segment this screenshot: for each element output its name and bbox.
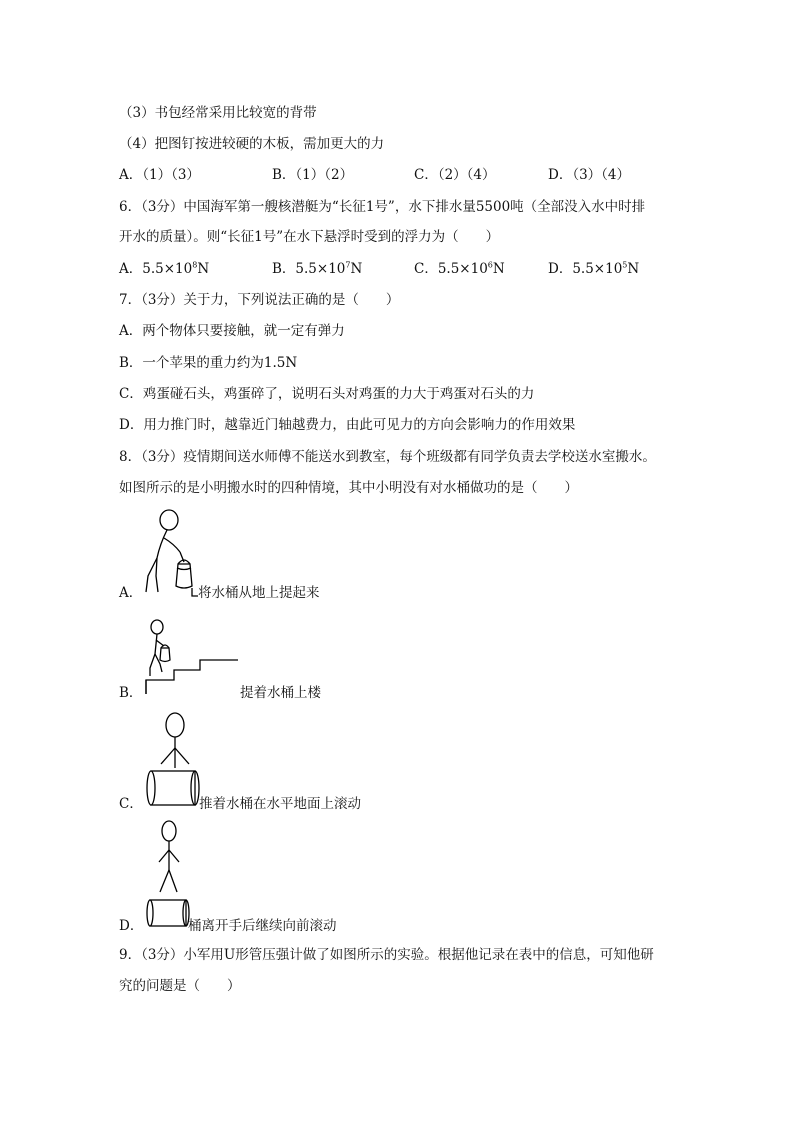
q6-option-b: B．$5.5\times 10^7N$	[272, 260, 363, 277]
q6-stem-line1: 6．（3分）中国海军第一艘核潜艇为“长征1号”，水下排水量5500吨（全部没入水中时排	[119, 199, 646, 215]
q9-stem-line2: 究的问题是（ ）	[119, 978, 241, 994]
figure-bucket-rolling-away	[143, 818, 191, 930]
q6-option-a: A．$5.5\times 10^8N$	[119, 260, 210, 277]
q9-stem-line1: 9．（3分）小军用U形管压强计做了如图所示的实验。根据他记录在表中的信息，可知他研	[119, 947, 654, 963]
q5-option-d: D．（3）（4）	[548, 167, 631, 183]
q8-option-a-letter: A．	[119, 585, 143, 601]
q7-option-c: C．鸡蛋碰石头，鸡蛋碎了，说明石头对鸡蛋的力大于鸡蛋对石头的力	[119, 386, 535, 402]
q7-option-b: B．一个苹果的重力约为1.5N	[119, 355, 298, 371]
q5-option-c: C．（2）（4）	[414, 167, 496, 183]
q8-option-d-letter: D．	[119, 918, 144, 934]
q6-option-c: C．$5.5\times 10^6N$	[414, 260, 505, 277]
q7-option-d: D．用力推门时，越靠近门轴越费力，由此可见力的方向会影响力的作用效果	[119, 417, 576, 433]
q8-option-b-caption: 提着水桶上楼	[240, 685, 321, 701]
figure-push-rolling-bucket	[143, 710, 203, 810]
q8-option-a-caption: 将水桶从地上提起来	[198, 585, 320, 601]
q5-option-a: A．（1）（3）	[119, 167, 200, 183]
q7-stem: 7．（3分）关于力，下列说法正确的是（ ）	[119, 292, 400, 308]
q6-option-d: D．$5.5\times 10^5N$	[548, 260, 640, 277]
q8-option-c-caption: 推着水桶在水平地面上滚动	[199, 796, 361, 812]
figure-stairs-bucket	[140, 614, 240, 696]
figure-lift-bucket	[140, 506, 200, 602]
q8-option-c-letter: C．	[119, 796, 143, 812]
q8-stem-line1: 8．（3分）疫情期间送水师傅不能送水到教室，每个班级都有同学负责去学校送水室搬水。	[119, 449, 656, 465]
q8-option-d-caption: 桶离开手后继续向前滚动	[188, 918, 337, 934]
q6-stem-line2: 开水的质量）。则“长征1号”在水下悬浮时受到的浮力为（ ）	[119, 229, 500, 245]
item-3-text: （3）书包经常采用比较宽的背带	[119, 105, 317, 121]
q8-stem-line2: 如图所示的是小明搬水时的四种情境，其中小明没有对水桶做功的是（ ）	[119, 480, 578, 496]
item-4-text: （4）把图钉按进较硬的木板，需加更大的力	[119, 136, 385, 152]
q8-option-b-letter: B．	[119, 685, 143, 701]
q7-option-a: A．两个物体只要接触，就一定有弹力	[119, 323, 345, 339]
q5-option-b: B．（1）（2）	[272, 167, 354, 183]
